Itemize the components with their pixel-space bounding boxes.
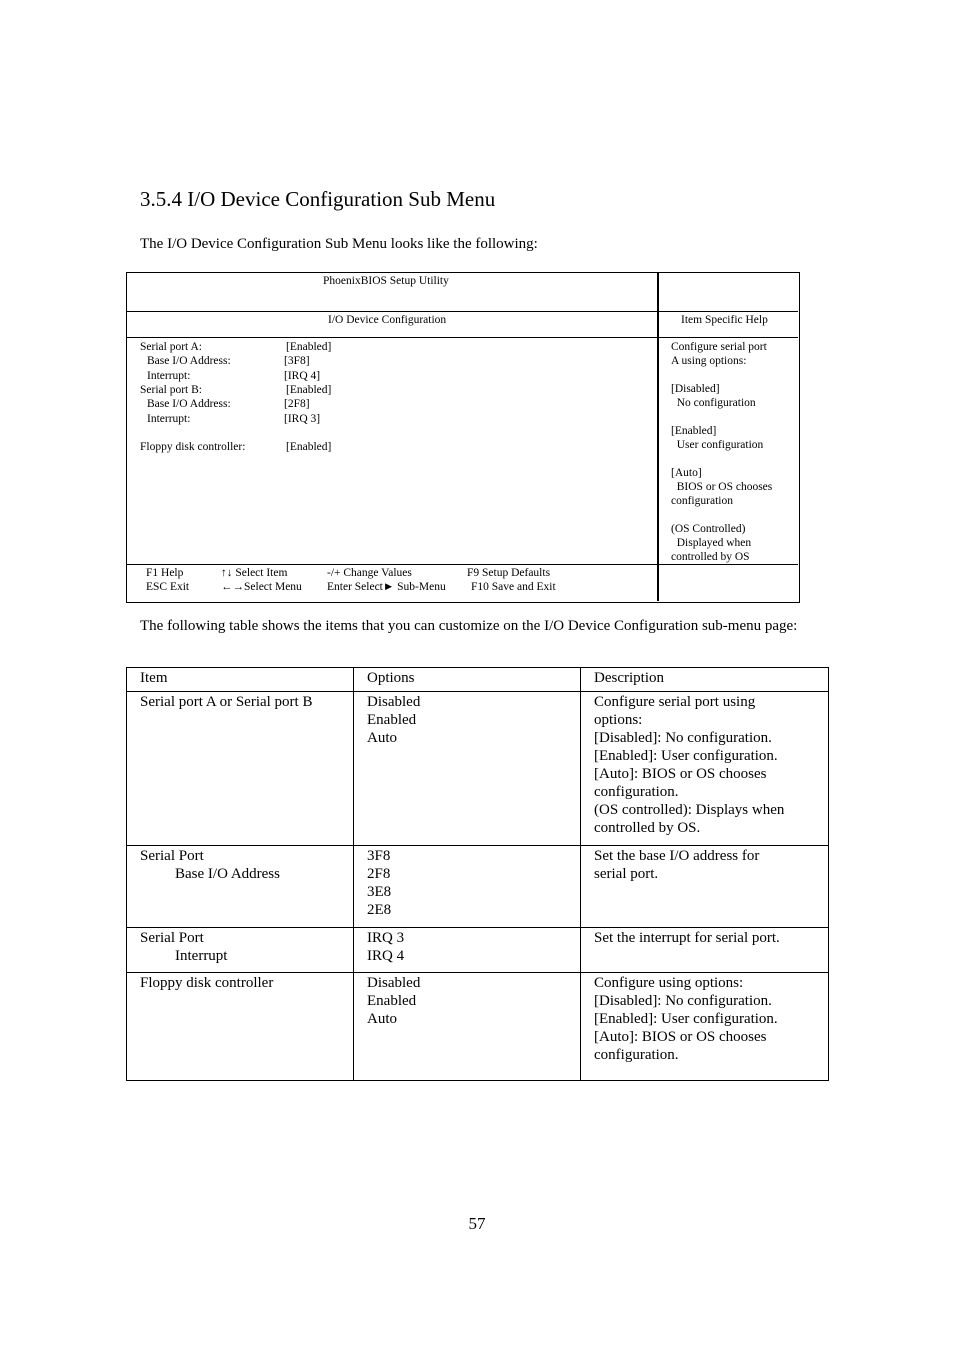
bios-screen-figure xyxy=(126,272,800,603)
table-cell-description xyxy=(581,692,829,846)
bios-help-line: [Disabled] xyxy=(671,383,720,395)
cell-line: 2E8 xyxy=(367,902,392,918)
bios-help-line: [Auto] xyxy=(671,467,702,479)
bios-help-line: Configure serial port xyxy=(671,341,767,353)
table-row xyxy=(127,846,829,928)
bios-help-line: [Enabled] xyxy=(671,425,717,437)
bios-help-line: configuration xyxy=(671,495,733,507)
table-row xyxy=(127,973,829,1081)
bios-setting-value[interactable]: [Enabled] xyxy=(286,383,332,396)
key-select-menu: ←→Select Menu xyxy=(221,581,302,593)
key-enter-select: Enter Select► Sub-Menu xyxy=(327,581,446,593)
cell-line: Enabled xyxy=(367,712,417,728)
header-item: Item xyxy=(127,668,354,692)
bios-help-title: Item Specific Help xyxy=(681,314,768,326)
table-cell-item xyxy=(127,928,354,973)
cell-line: [Enabled]: User configuration. xyxy=(594,1011,778,1027)
row-divider xyxy=(127,564,798,565)
table-cell-description xyxy=(581,928,829,973)
cell-line: Serial Port xyxy=(140,930,204,946)
table-intro-paragraph: The following table shows the items that you can customize on the I/O Device Configuration sub-menu page: xyxy=(140,618,798,634)
section-heading: 3.5.4 I/O Device Configuration Sub Menu xyxy=(140,187,496,211)
key-change-values: -/+ Change Values xyxy=(327,567,412,579)
cell-line: 2F8 xyxy=(367,866,391,882)
key-f9-defaults: F9 Setup Defaults xyxy=(467,567,551,579)
table-cell-options xyxy=(354,928,581,973)
cell-line: [Disabled]: No configuration. xyxy=(594,993,772,1009)
cell-line: Base I/O Address xyxy=(175,866,280,882)
cell-line: options: xyxy=(594,712,643,728)
cell-line: Auto xyxy=(367,1011,397,1027)
cell-line: Serial Port xyxy=(140,848,204,864)
row-divider xyxy=(127,337,798,338)
bios-setting-label: Base I/O Address: xyxy=(147,398,231,411)
table-cell-item xyxy=(127,846,354,928)
cell-line: [Auto]: BIOS or OS chooses xyxy=(594,1029,767,1045)
cell-line: Set the interrupt for serial port. xyxy=(594,930,780,946)
table-row xyxy=(127,928,829,973)
cell-line: [Auto]: BIOS or OS chooses xyxy=(594,766,767,782)
table-cell-options xyxy=(354,846,581,928)
bios-help-line: User configuration xyxy=(671,439,764,451)
bios-setting-label: Base I/O Address: xyxy=(147,355,231,368)
cell-line: Disabled xyxy=(367,975,421,991)
cell-line: configuration. xyxy=(594,784,679,800)
bios-help-line: No configuration xyxy=(671,397,756,409)
bios-help-line: BIOS or OS chooses xyxy=(671,481,773,493)
bios-help-line: (OS Controlled) xyxy=(671,523,746,535)
cell-line: Configure using options: xyxy=(594,975,744,991)
bios-menu-title: I/O Device Configuration xyxy=(328,314,447,326)
key-f1-help: F1 Help xyxy=(146,567,184,579)
table-cell-item xyxy=(127,973,354,1081)
key-esc-exit: ESC Exit xyxy=(146,581,190,593)
cell-line: Disabled xyxy=(367,694,421,710)
bios-setting-value[interactable]: [3F8] xyxy=(284,355,310,368)
bios-setting-value[interactable]: [Enabled] xyxy=(286,341,332,353)
bios-setting-value[interactable]: [2F8] xyxy=(284,398,310,411)
cell-line: 3E8 xyxy=(367,884,392,900)
page-number: 57 xyxy=(468,1214,486,1233)
cell-line: IRQ 3 xyxy=(367,930,405,946)
bios-setting-label: Interrupt: xyxy=(147,369,191,382)
cell-line: [Enabled]: User configuration. xyxy=(594,748,778,764)
cell-line: (OS controlled): Displays when xyxy=(594,802,785,818)
table-cell-item xyxy=(127,692,354,846)
cell-line: Enabled xyxy=(367,993,417,1009)
cell-line: Interrupt xyxy=(175,948,228,964)
table-cell-description xyxy=(581,973,829,1081)
table-header-row xyxy=(127,668,829,692)
bios-setting-label: Serial port B: xyxy=(140,383,202,396)
bios-setting-label: Interrupt: xyxy=(147,412,191,425)
table-cell-options xyxy=(354,973,581,1081)
table-row xyxy=(127,692,829,846)
cell-line: IRQ 4 xyxy=(367,948,405,964)
key-select-item: ↑↓ Select Item xyxy=(221,567,288,579)
cell-line: Floppy disk controller xyxy=(140,975,274,991)
bios-utility-title: PhoenixBIOS Setup Utility xyxy=(323,275,449,287)
header-options: Options xyxy=(354,668,581,692)
table-cell-description xyxy=(581,846,829,928)
intro-text: The I/O Device Configuration Sub Menu looks like the following: xyxy=(140,236,538,252)
cell-line: Configure serial port using xyxy=(594,694,756,710)
options-table xyxy=(126,667,829,1081)
bios-setting-value[interactable]: [IRQ 4] xyxy=(284,369,321,382)
bios-help-line: A using options: xyxy=(671,355,747,367)
header-description: Description xyxy=(581,668,829,692)
table-cell-options xyxy=(354,692,581,846)
cell-line: controlled by OS. xyxy=(594,820,701,836)
cell-line: [Disabled]: No configuration. xyxy=(594,730,772,746)
cell-line: 3F8 xyxy=(367,848,391,864)
bios-help-line: Displayed when xyxy=(671,537,752,549)
column-divider xyxy=(657,273,659,601)
bios-setting-label: Floppy disk controller: xyxy=(140,441,246,454)
row-divider xyxy=(127,311,798,312)
cell-line: Set the base I/O address for xyxy=(594,848,760,864)
bios-setting-label: Serial port A: xyxy=(140,341,202,353)
bios-help-line: controlled by OS xyxy=(671,551,750,563)
cell-line: Auto xyxy=(367,730,397,746)
cell-line: serial port. xyxy=(594,866,659,882)
bios-setting-value[interactable]: [IRQ 3] xyxy=(284,412,321,425)
cell-line: Serial port A or Serial port B xyxy=(140,694,313,710)
cell-line: configuration. xyxy=(594,1047,679,1063)
bios-setting-value[interactable]: [Enabled] xyxy=(286,441,332,454)
key-f10-save-exit: F10 Save and Exit xyxy=(471,581,556,593)
